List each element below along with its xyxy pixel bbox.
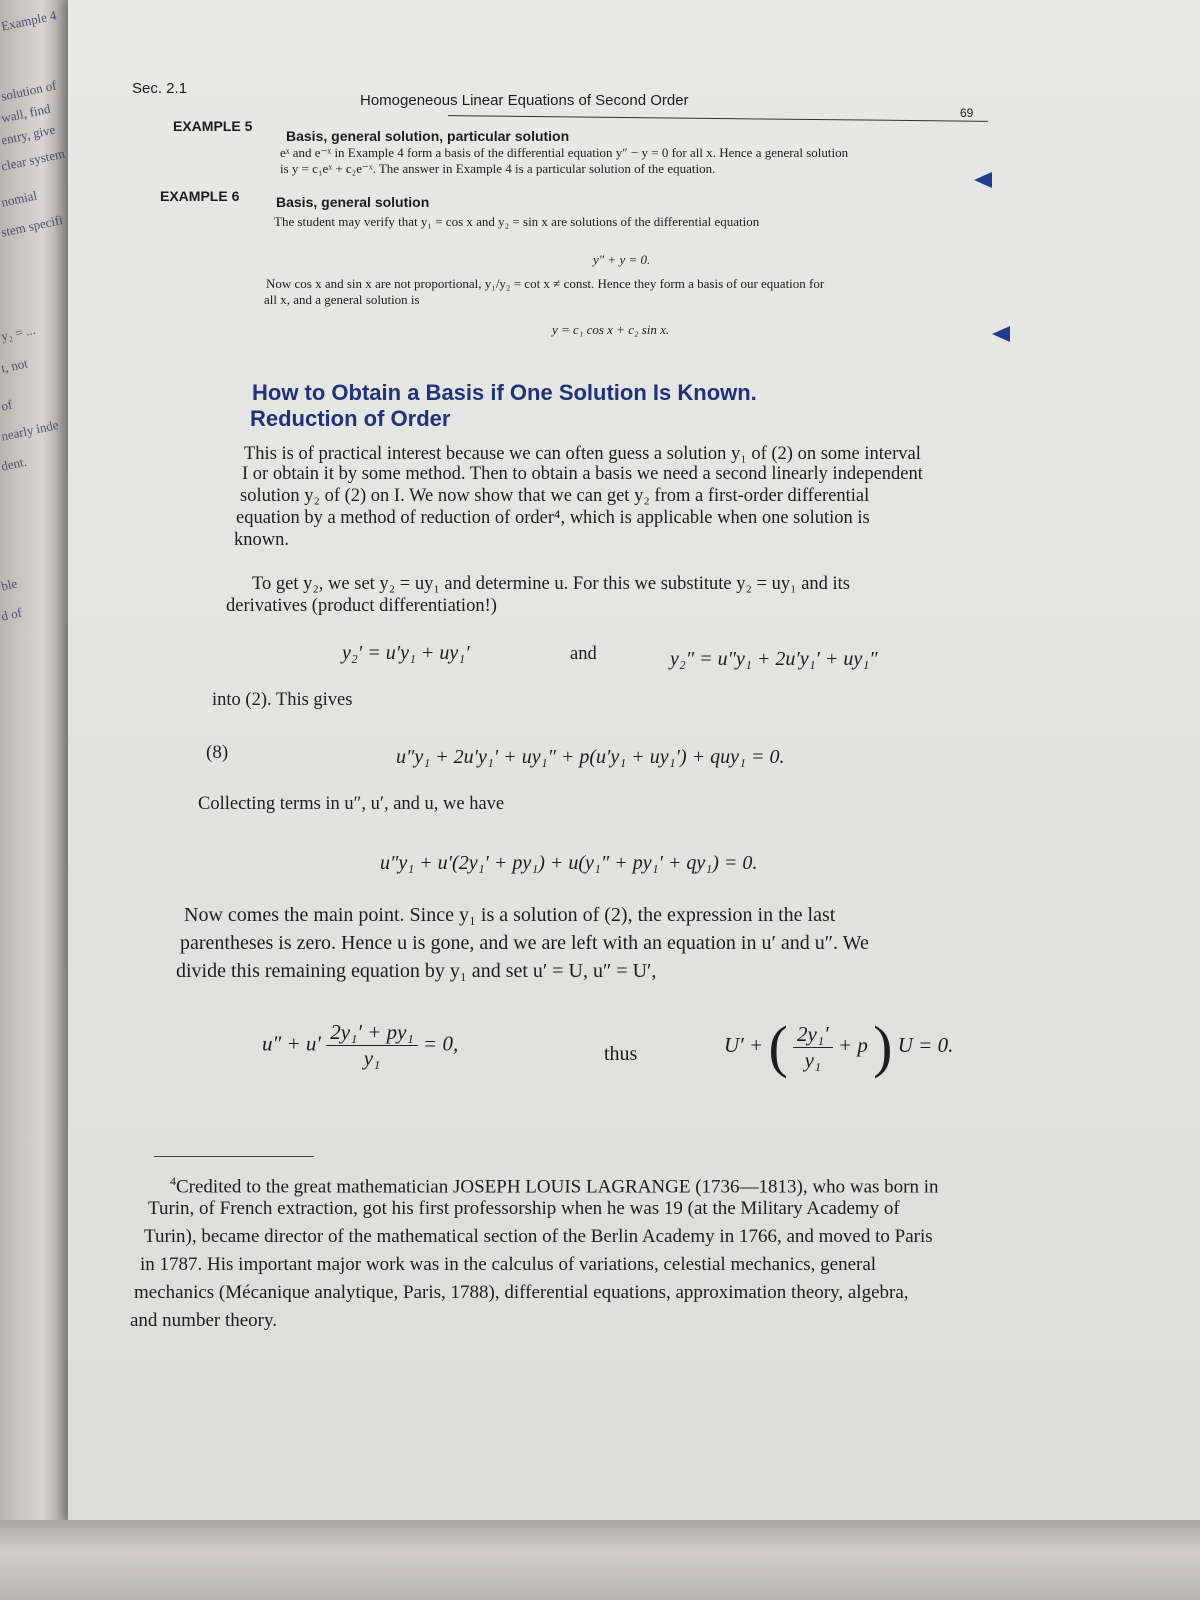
right-paren: ) [873,1014,893,1079]
fraction-denominator: y₁ [363,1046,381,1070]
fraction-denominator: y₁ [804,1047,822,1072]
equation-part: U′ + [724,1032,764,1057]
derivative-equation: y₂′ = u′y₁ + uy₁′ [342,642,470,664]
section-label: Sec. 2.1 [132,80,188,97]
left-facing-page [0,0,70,1600]
footnote-mark: 4 [170,1174,176,1188]
bleed-text: t, not [0,355,30,376]
fraction-numerator: 2y₁′ + py₁ [326,1020,418,1046]
bleed-text: ble [0,575,19,594]
page-number: 69 [960,106,974,120]
fraction [326,1020,418,1071]
footnote-line: Turin, of French extraction, got his first professorship when he was 19 (at the Military Academy of [148,1198,900,1219]
paragraph-line: This is of practical interest because we can often guess a solution y₁ of (2) on some interval [244,444,921,464]
bleed-text: solution of [0,77,58,104]
fraction-numerator: 2y₁′ [793,1022,833,1048]
collected-equation: u″y₁ + u′(2y₁′ + py₁) + u(y₁″ + py₁′ + qy₁) = 0. [380,852,758,874]
book-page [68,0,1200,1520]
paragraph-line: equation by a method of reduction of order⁴, which is applicable when one solution is [236,508,870,528]
example-6-line: Now cos x and sin x are not proportional, y₁/y₂ = cot x ≠ const. Hence they form a basis of our equation for [266,276,825,291]
footnote-line: in 1787. His important major work was in the calculus of variations, celestial mechanics, general [140,1254,877,1275]
example-6-label: EXAMPLE 6 [160,188,240,204]
example-6-equation: y = c₁ cos x + c₂ sin x. [552,322,670,337]
example-6-equation: y″ + y = 0. [593,252,651,267]
derivative-equation: y₂″ = u″y₁ + 2u′y₁′ + uy₁″ [670,648,878,670]
left-paren: ( [768,1014,788,1079]
footnote-text: Credited to the great mathematician JOSEPH LOUIS LAGRANGE (1736—1813), who was born in [176,1176,939,1198]
bleed-text: dent. [0,453,28,474]
end-of-example-marker-icon [992,326,1010,342]
bleed-text: nomial [0,187,39,210]
bleed-text: wall, find [0,100,52,126]
example-6-line: all x, and a general solution is [264,292,420,307]
section-heading: How to Obtain a Basis if One Solution Is Known. [252,380,757,405]
example-6-line: The student may verify that y₁ = cos x and y₂ = sin x are solutions of the differential equation [274,214,760,229]
paragraph-line: into (2). This gives [212,690,353,710]
first-order-equation [724,1014,954,1079]
connector-text: thus [604,1043,638,1065]
equation-part: U = 0. [897,1032,954,1057]
bleed-text: Example 4 [0,7,58,34]
paragraph-line: divide this remaining equation by y₁ and set u′ = U, u″ = U′, [176,960,657,982]
equation-number: (8) [206,742,229,763]
bleed-text: entry, give [0,121,57,148]
bleed-text: y₂ = ... [0,321,37,344]
bleed-text: stem specifi [0,212,65,240]
bleed-text: of [0,396,14,414]
equation-part: + p [837,1032,868,1057]
footnote-line: mechanics (Mécanique analytique, Paris, 1788), differential equations, approximation theory, algebra, [134,1282,909,1303]
example-6-title: Basis, general solution [276,194,430,210]
paragraph-line: known. [234,530,289,550]
footnote-rule [154,1156,314,1157]
paragraph-line: Collecting terms in u″, u′, and u, we have [198,794,505,814]
fraction [793,1022,833,1073]
connector-text: and [570,644,597,664]
bleed-text: d of [0,604,24,624]
example-5-line: eˣ and e⁻ˣ in Example 4 form a basis of the differential equation y″ − y = 0 for all x. Hence a general solution [280,145,849,160]
bleed-text: clear system [0,145,67,174]
running-title: Homogeneous Linear Equations of Second Order [360,92,689,109]
paragraph-line: I or obtain it by some method. Then to obtain a basis we need a second linearly independent [242,464,923,484]
bleed-text: nearly inde [0,416,60,444]
header-rule [448,115,988,122]
example-5-label: EXAMPLE 5 [173,118,253,134]
end-of-example-marker-icon [974,172,992,188]
footnote-line: Turin), became director of the mathematical section of the Berlin Academy in 1766, and moved to Paris [144,1226,933,1247]
paragraph-line: solution y₂ of (2) on I. We now show that we can get y₂ from a first-order differential [240,486,870,506]
section-heading: Reduction of Order [250,406,451,431]
paragraph-line: To get y₂, we set y₂ = uy₁ and determine u. For this we substitute y₂ = uy₁ and its [252,574,851,594]
equation-part: u″ + u′ [262,1031,322,1056]
reduced-equation [262,1020,458,1071]
footnote-line: and number theory. [130,1310,278,1331]
example-5-title: Basis, general solution, particular solution [286,128,570,144]
paragraph-line: parentheses is zero. Hence u is gone, and we are left with an equation in u′ and u″. We [180,932,869,954]
equation-8: u″y₁ + 2u′y₁′ + uy₁″ + p(u′y₁ + uy₁′) + quy₁ = 0. [396,746,785,768]
paragraph-line: derivatives (product differentiation!) [226,596,497,616]
paragraph-line: Now comes the main point. Since y₁ is a solution of (2), the expression in the last [184,904,836,926]
equation-part: = 0, [423,1031,459,1056]
page-stack-edge [0,1520,1200,1600]
example-5-line: is y = c₁eˣ + c₂e⁻ˣ. The answer in Example 4 is a particular solution of the equation. [280,161,716,176]
